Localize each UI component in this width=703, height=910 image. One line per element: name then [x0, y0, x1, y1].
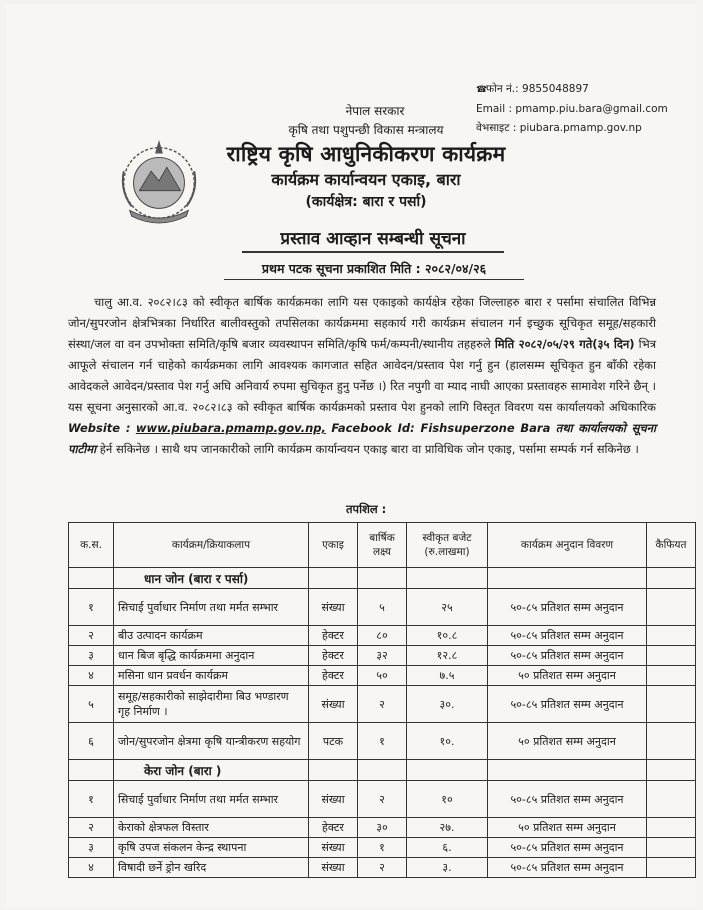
cell-target: ३२	[358, 646, 407, 666]
cell-remark	[647, 646, 696, 666]
notice-title: प्रस्ताव आव्हान सम्बन्धी सूचना	[242, 226, 504, 253]
cell-activity: सिचाई पुर्वाधार निर्माण तथा मर्मत सम्भार	[114, 589, 309, 626]
cell-unit: संख्या	[309, 838, 358, 858]
cell-remark	[647, 723, 696, 760]
ministry-name: कृषि तथा पशुपन्छी विकास मन्त्रालय	[288, 123, 444, 137]
zone-row-paddy: धान जोन (बारा र पर्सा)	[69, 568, 696, 589]
document-page	[6, 4, 696, 908]
cell-unit: संख्या	[309, 686, 358, 723]
table-row	[69, 646, 696, 666]
cell-activity: मसिना धान प्रवर्धन कार्यक्रम	[114, 666, 309, 686]
cell-sn: ३	[69, 646, 114, 666]
website-link[interactable]: www.piubara.pmamp.gov.np,	[135, 421, 326, 435]
col-activity: कार्यक्रम/क्रियाकलाप	[114, 523, 309, 568]
cell-budget: ६.	[407, 838, 488, 858]
table-row	[69, 686, 696, 723]
schedule-label: तपशिल :	[346, 502, 387, 516]
notice-board: कार्यालयको सूचना पाटीमा	[68, 421, 657, 456]
cell-unit: संख्या	[309, 858, 358, 878]
table-row	[69, 723, 696, 760]
cell-budget: २५	[407, 589, 488, 626]
cell-activity: बीउ उत्पादन कार्यक्रम	[114, 626, 309, 646]
publish-date: प्रथम पटक सूचना प्रकाशित मिति : २०८२/०४/२६	[224, 260, 524, 280]
cell-sn: १	[69, 781, 114, 818]
cell-grant: ५० प्रतिशत सम्म अनुदान	[488, 666, 647, 686]
cell-unit: हेक्टर	[309, 666, 358, 686]
cell-grant: ५०-८५ प्रतिशत सम्म अनुदान	[488, 589, 647, 626]
table-row	[69, 838, 696, 858]
cell-remark	[647, 781, 696, 818]
col-budget: स्वीकृत बजेट (रु.लाखमा)	[407, 523, 488, 568]
cell-budget: १०	[407, 781, 488, 818]
notice-body: चालु आ.व. २०८२।८३ को स्वीकृत बार्षिक कार्यक्रमका लागि यस एकाइको कार्यक्षेत्र रहेका जिल्लाहरु बारा र पर्सामा संचालित विभिन्न जोन/सुपरजोन क्षेत्रभित्रका निर्धारित बालीवस्तुको तपसिलका कार्यक्रममा सहकार्य गरी कार्यक्रम संचालन गर्न इच्छुक सूचिकृत समूह/सहकारी संस्था/जल वा वन उपभोक्ता समिति/कृषि बजार व्यवस्थापन समिति/कृषि फर्म/कम्पनी/स्थानीय तहहरुले मिति २०८२/०५/२९ गते(३५ दिन) भित्र आफूले संचालन गर्न चाहेको कार्यक्रमका लागि आवश्यक कागजात सहित आवेदन/प्रस्ताव पेश गर्नु हुन (हालसम्म सूचिकृत हुन बाँकी रहेका आवेदकले आवेदन/प्रस्ताव पेश गर्नु अघि अनिवार्य रुपमा सुचिकृत हुनु पर्नेछ ।) रित नपुगी वा म्याद नाघी आएका प्रस्तावहरु सामावेश गरिने छैन् । यस सूचना अनुसारको आ.व. २०८२।८३ को स्वीकृत बार्षिक कार्यक्रमको प्रस्ताव पेश हुनको लागि विस्तृत विवरण यस कार्यालयको अधिकारिक Website : www.piubara.pmamp.gov.np, Facebook Id: Fishsuperzone Bara तथा कार्यालयको सूचना पाटीमा हेर्न सकिनेछ । साथै थप जानकारीको लागि कार्यक्रम कार्यान्वयन एकाइ बारा वा प्राविधिक जोन एकाइ, पर्सामा सम्पर्क गर्न सकिनेछ ।	[68, 295, 657, 456]
cell-remark	[647, 626, 696, 646]
cell-grant: ५०-८५ प्रतिशत सम्म अनुदान	[488, 646, 647, 666]
col-sn: क.स.	[69, 523, 114, 568]
cell-budget: २७.	[407, 818, 488, 838]
cell-sn: २	[69, 818, 114, 838]
cell-budget: १०.	[407, 723, 488, 760]
cell-grant: ५० प्रतिशत सम्म अनुदान	[488, 818, 647, 838]
col-target: बार्षिक लक्ष्य	[358, 523, 407, 568]
cell-sn: १	[69, 589, 114, 626]
nepal-emblem-icon	[110, 132, 208, 224]
cell-target: १	[358, 723, 407, 760]
table-row	[69, 818, 696, 838]
cell-budget: ३.	[407, 858, 488, 878]
cell-grant: ५०-८५ प्रतिशत सम्म अनुदान	[488, 686, 647, 723]
zone-row-banana: केरा जोन (बारा )	[69, 760, 696, 781]
cell-remark	[647, 818, 696, 838]
cell-unit: संख्या	[309, 589, 358, 626]
cell-grant: ५०-८५ प्रतिशत सम्म अनुदान	[488, 838, 647, 858]
cell-remark	[647, 838, 696, 858]
table-row	[69, 589, 696, 626]
contact-email: Email : pmamp.piu.bara@gmail.com	[476, 103, 668, 115]
cell-activity: सिचाई पुर्वाधार निर्माण तथा मर्मत सम्भार	[114, 781, 309, 818]
program-table	[68, 522, 696, 878]
cell-target: २	[358, 781, 407, 818]
cell-sn: २	[69, 626, 114, 646]
cell-grant: ५०-८५ प्रतिशत सम्म अनुदान	[488, 781, 647, 818]
cell-budget: ७.५	[407, 666, 488, 686]
table-row	[69, 626, 696, 646]
cell-sn: ४	[69, 858, 114, 878]
cell-remark	[647, 589, 696, 626]
cell-target: ८०	[358, 626, 407, 646]
cell-unit: पटक	[309, 723, 358, 760]
cell-sn: ३	[69, 838, 114, 858]
cell-target: ३०	[358, 818, 407, 838]
cell-activity: धान बिज बृद्धि कार्यक्रममा अनुदान	[114, 646, 309, 666]
website-label: Website :	[68, 421, 131, 435]
work-area: (कार्यक्षेत्र: बारा र पर्सा)	[305, 194, 427, 210]
cell-target: ५	[358, 589, 407, 626]
cell-remark	[647, 666, 696, 686]
cell-target: २	[358, 686, 407, 723]
cell-target: १	[358, 838, 407, 858]
unit-name: कार्यक्रम कार्यान्वयन एकाइ, बारा	[271, 170, 461, 189]
program-name: राष्ट्रिय कृषि आधुनिकीकरण कार्यक्रम	[226, 142, 506, 166]
contact-website: वेभसाइट : piubara.pmamp.gov.np	[476, 122, 642, 134]
cell-unit: हेक्टर	[309, 626, 358, 646]
table-body	[69, 568, 696, 878]
table-row	[69, 781, 696, 818]
facebook-id: Facebook Id: Fishsuperzone Bara	[331, 421, 551, 435]
phone-icon: ☎	[476, 85, 488, 95]
cell-remark	[647, 858, 696, 878]
cell-grant: ५०-८५ प्रतिशत सम्म अनुदान	[488, 626, 647, 646]
table-row	[69, 666, 696, 686]
cell-target: ५०	[358, 666, 407, 686]
cell-unit: हेक्टर	[309, 646, 358, 666]
cell-budget: १०.८	[407, 626, 488, 646]
cell-activity: केराको क्षेत्रफल विस्तार	[114, 818, 309, 838]
government-name: नेपाल सरकार	[345, 104, 405, 118]
cell-activity: विषादी छर्ने ड्रोन खरिद	[114, 858, 309, 878]
deadline: मिति २०८२/०५/२९ गते(३५ दिन)	[494, 337, 635, 351]
table-row	[69, 858, 696, 878]
cell-target: २	[358, 858, 407, 878]
table-header-row	[69, 523, 696, 568]
cell-budget: १२.८	[407, 646, 488, 666]
cell-unit: संख्या	[309, 781, 358, 818]
col-remark: कैफियत	[647, 523, 696, 568]
cell-grant: ५०-८५ प्रतिशत सम्म अनुदान	[488, 858, 647, 878]
cell-remark	[647, 686, 696, 723]
cell-activity: कृषि उपज संकलन केन्द्र स्थापना	[114, 838, 309, 858]
contact-phone: ☎फोन नं.: 9855048897	[476, 80, 691, 100]
cell-budget: ३०.	[407, 686, 488, 723]
letterhead	[206, 102, 526, 211]
cell-grant: ५० प्रतिशत सम्म अनुदान	[488, 723, 647, 760]
cell-activity: समूह/सहकारीको साझेदारीमा बिउ भण्डारण गृह निर्माण ।	[114, 686, 309, 723]
col-grant: कार्यक्रम अनुदान विवरण	[488, 523, 647, 568]
cell-activity: जोन/सुपरजोन क्षेत्रमा कृषि यान्त्रीकरण सहयोग	[114, 723, 309, 760]
cell-unit: हेक्टर	[309, 818, 358, 838]
cell-sn: ६	[69, 723, 114, 760]
col-unit: एकाइ	[309, 523, 358, 568]
cell-sn: ४	[69, 666, 114, 686]
cell-sn: ५	[69, 686, 114, 723]
